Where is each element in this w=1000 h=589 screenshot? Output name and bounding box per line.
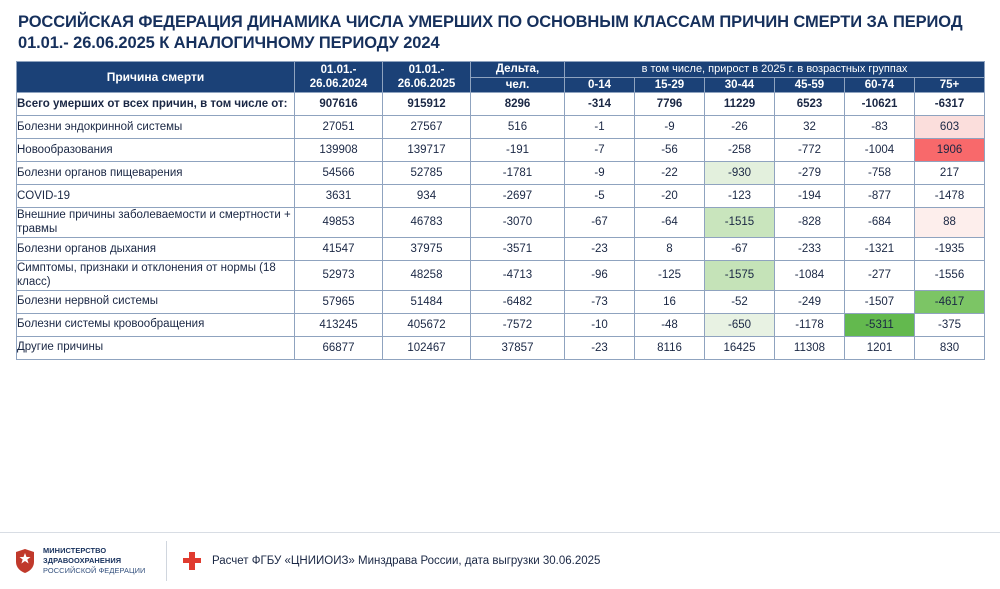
col-header-age-75plus: 75+: [915, 77, 985, 92]
cell-y2025: 934: [383, 185, 471, 208]
cell-age-0-14: -7: [565, 139, 635, 162]
cell-age-0-14: -10: [565, 313, 635, 336]
cell-delta: 516: [471, 116, 565, 139]
cell-age-0-14: -5: [565, 185, 635, 208]
cell-age-30-44: -26: [705, 116, 775, 139]
cell-y2024: 54566: [295, 162, 383, 185]
table-row: [17, 185, 985, 208]
cell-age-30-44: -123: [705, 185, 775, 208]
cell-y2025: 51484: [383, 290, 471, 313]
cell-cause: Всего умерших от всех причин, в том числе от:: [17, 93, 295, 116]
cell-age-75+: -4617: [915, 290, 985, 313]
cell-delta: -6482: [471, 290, 565, 313]
cell-y2024: 413245: [295, 313, 383, 336]
table-row: [17, 93, 985, 116]
cell-age-15-29: -64: [635, 208, 705, 238]
cell-age-15-29: -125: [635, 260, 705, 290]
cell-cause: COVID-19: [17, 185, 295, 208]
col-header-year-2025-line1: 01.01.-: [408, 63, 445, 76]
cell-y2024: 139908: [295, 139, 383, 162]
cell-y2025: 48258: [383, 260, 471, 290]
col-header-age-45-59: 45-59: [775, 77, 845, 92]
cell-delta: 37857: [471, 336, 565, 359]
cell-age-75+: -1556: [915, 260, 985, 290]
cell-age-45-59: 11308: [775, 336, 845, 359]
cell-age-60-74: -1321: [845, 237, 915, 260]
cell-age-30-44: -258: [705, 139, 775, 162]
cell-y2024: 57965: [295, 290, 383, 313]
cell-age-75+: 88: [915, 208, 985, 238]
coat-of-arms-icon: [14, 548, 36, 574]
cell-y2025: 915912: [383, 93, 471, 116]
table-row: [17, 313, 985, 336]
cell-age-45-59: -1084: [775, 260, 845, 290]
cell-y2024: 41547: [295, 237, 383, 260]
cell-age-45-59: -233: [775, 237, 845, 260]
ministry-name: [43, 546, 145, 576]
cell-age-75+: -1478: [915, 185, 985, 208]
cell-age-75+: 603: [915, 116, 985, 139]
cell-age-30-44: -1515: [705, 208, 775, 238]
cell-age-60-74: -5311: [845, 313, 915, 336]
cell-cause: Болезни системы кровообращения: [17, 313, 295, 336]
medical-cross-icon: [181, 551, 203, 571]
cell-age-30-44: -650: [705, 313, 775, 336]
col-header-age-60-74: 60-74: [845, 77, 915, 92]
cell-y2025: 52785: [383, 162, 471, 185]
cell-age-60-74: -277: [845, 260, 915, 290]
cell-cause: Внешние причины заболеваемости и смертности + травмы: [17, 208, 295, 238]
cell-age-45-59: -249: [775, 290, 845, 313]
col-header-year-2025-line2: 26.06.2025: [397, 78, 456, 91]
cell-age-0-14: -9: [565, 162, 635, 185]
cell-age-45-59: -1178: [775, 313, 845, 336]
cell-age-30-44: 11229: [705, 93, 775, 116]
ministry-line3: РОССИЙСКОЙ ФЕДЕРАЦИИ: [43, 565, 146, 575]
cell-age-30-44: 16425: [705, 336, 775, 359]
cell-y2024: 27051: [295, 116, 383, 139]
cell-age-0-14: -314: [565, 93, 635, 116]
cell-age-45-59: -279: [775, 162, 845, 185]
cell-age-30-44: -1575: [705, 260, 775, 290]
cell-delta: -3070: [471, 208, 565, 238]
cell-age-45-59: 6523: [775, 93, 845, 116]
cell-age-75+: -6317: [915, 93, 985, 116]
cell-delta: -2697: [471, 185, 565, 208]
cell-age-15-29: -9: [635, 116, 705, 139]
cell-age-75+: 830: [915, 336, 985, 359]
cell-delta: -4713: [471, 260, 565, 290]
col-header-age-groups: в том числе, прирост в 2025 г. в возрастных группах: [565, 62, 985, 77]
cell-age-60-74: -1004: [845, 139, 915, 162]
cell-cause: Другие причины: [17, 336, 295, 359]
cell-delta: -7572: [471, 313, 565, 336]
cell-age-15-29: -20: [635, 185, 705, 208]
ministry-line1: МИНИСТЕРСТВО: [43, 546, 107, 556]
cell-age-30-44: -930: [705, 162, 775, 185]
cell-y2024: 52973: [295, 260, 383, 290]
cell-age-45-59: -828: [775, 208, 845, 238]
table-header: [17, 62, 985, 93]
cell-y2025: 405672: [383, 313, 471, 336]
cell-age-15-29: 7796: [635, 93, 705, 116]
col-header-year-2024-line1: 01.01.-: [320, 63, 357, 76]
cell-age-0-14: -23: [565, 237, 635, 260]
footer-divider: [166, 541, 167, 581]
cell-y2025: 27567: [383, 116, 471, 139]
cell-age-0-14: -67: [565, 208, 635, 238]
table-row: [17, 116, 985, 139]
cell-age-30-44: -67: [705, 237, 775, 260]
credit-block: [181, 551, 600, 571]
cell-age-45-59: 32: [775, 116, 845, 139]
table-row: [17, 162, 985, 185]
table-row: [17, 139, 985, 162]
ministry-logo: [14, 546, 164, 576]
cell-age-15-29: 8116: [635, 336, 705, 359]
col-header-age-0-14: 0-14: [565, 77, 635, 92]
table-row: [17, 208, 985, 238]
cell-age-60-74: -1507: [845, 290, 915, 313]
cell-y2025: 139717: [383, 139, 471, 162]
cell-age-60-74: -83: [845, 116, 915, 139]
cell-age-60-74: -10621: [845, 93, 915, 116]
cell-age-0-14: -73: [565, 290, 635, 313]
col-header-year-2024: [295, 62, 383, 93]
table-row: [17, 237, 985, 260]
cell-y2024: 907616: [295, 93, 383, 116]
col-header-year-2025: [383, 62, 471, 93]
col-header-cause: Причина смерти: [17, 62, 295, 93]
table-row: [17, 290, 985, 313]
cell-delta: -191: [471, 139, 565, 162]
table-row: [17, 260, 985, 290]
cell-y2025: 46783: [383, 208, 471, 238]
cell-age-0-14: -23: [565, 336, 635, 359]
cell-age-75+: -1935: [915, 237, 985, 260]
page-title: РОССИЙСКАЯ ФЕДЕРАЦИЯ ДИНАМИКА ЧИСЛА УМЕРШИХ ПО ОСНОВНЫМ КЛАССАМ ПРИЧИН СМЕРТИ ЗА ПЕРИОД 01.01.- 26.06.2025 К АНАЛОГИЧНОМУ ПЕРИОДУ 2024: [18, 13, 963, 52]
cell-age-60-74: -877: [845, 185, 915, 208]
cell-age-45-59: -194: [775, 185, 845, 208]
cell-y2025: 37975: [383, 237, 471, 260]
cell-cause: Симптомы, признаки и отклонения от нормы (18 класс): [17, 260, 295, 290]
credit-text: Расчет ФГБУ «ЦНИИОИЗ» Минздрава России, дата выгрузки 30.06.2025: [212, 555, 601, 567]
mortality-table: [16, 61, 985, 359]
table-body: [17, 93, 985, 360]
cell-age-15-29: -48: [635, 313, 705, 336]
cell-y2024: 66877: [295, 336, 383, 359]
cell-cause: Новообразования: [17, 139, 295, 162]
col-header-delta: Дельта,: [471, 62, 565, 77]
cell-age-15-29: 16: [635, 290, 705, 313]
cell-age-0-14: -1: [565, 116, 635, 139]
col-header-delta-unit: чел.: [471, 77, 565, 92]
cell-age-75+: 1906: [915, 139, 985, 162]
cell-delta: -1781: [471, 162, 565, 185]
cell-age-30-44: -52: [705, 290, 775, 313]
cell-age-45-59: -772: [775, 139, 845, 162]
footer: [0, 532, 1000, 589]
cell-age-60-74: 1201: [845, 336, 915, 359]
cell-y2024: 49853: [295, 208, 383, 238]
cell-y2025: 102467: [383, 336, 471, 359]
cell-age-15-29: -22: [635, 162, 705, 185]
cell-age-15-29: -56: [635, 139, 705, 162]
cell-cause: Болезни органов пищеварения: [17, 162, 295, 185]
cell-age-75+: 217: [915, 162, 985, 185]
col-header-year-2024-line2: 26.06.2024: [309, 78, 368, 91]
col-header-age-30-44: 30-44: [705, 77, 775, 92]
cell-cause: Болезни эндокринной системы: [17, 116, 295, 139]
cell-delta: -3571: [471, 237, 565, 260]
cell-age-0-14: -96: [565, 260, 635, 290]
cell-cause: Болезни органов дыхания: [17, 237, 295, 260]
cell-age-15-29: 8: [635, 237, 705, 260]
cell-age-75+: -375: [915, 313, 985, 336]
table-row: [17, 336, 985, 359]
cell-delta: 8296: [471, 93, 565, 116]
ministry-line2: ЗДРАВООХРАНЕНИЯ: [43, 556, 122, 565]
cell-age-60-74: -684: [845, 208, 915, 238]
cell-y2024: 3631: [295, 185, 383, 208]
cell-age-60-74: -758: [845, 162, 915, 185]
col-header-age-15-29: 15-29: [635, 77, 705, 92]
cell-cause: Болезни нервной системы: [17, 290, 295, 313]
